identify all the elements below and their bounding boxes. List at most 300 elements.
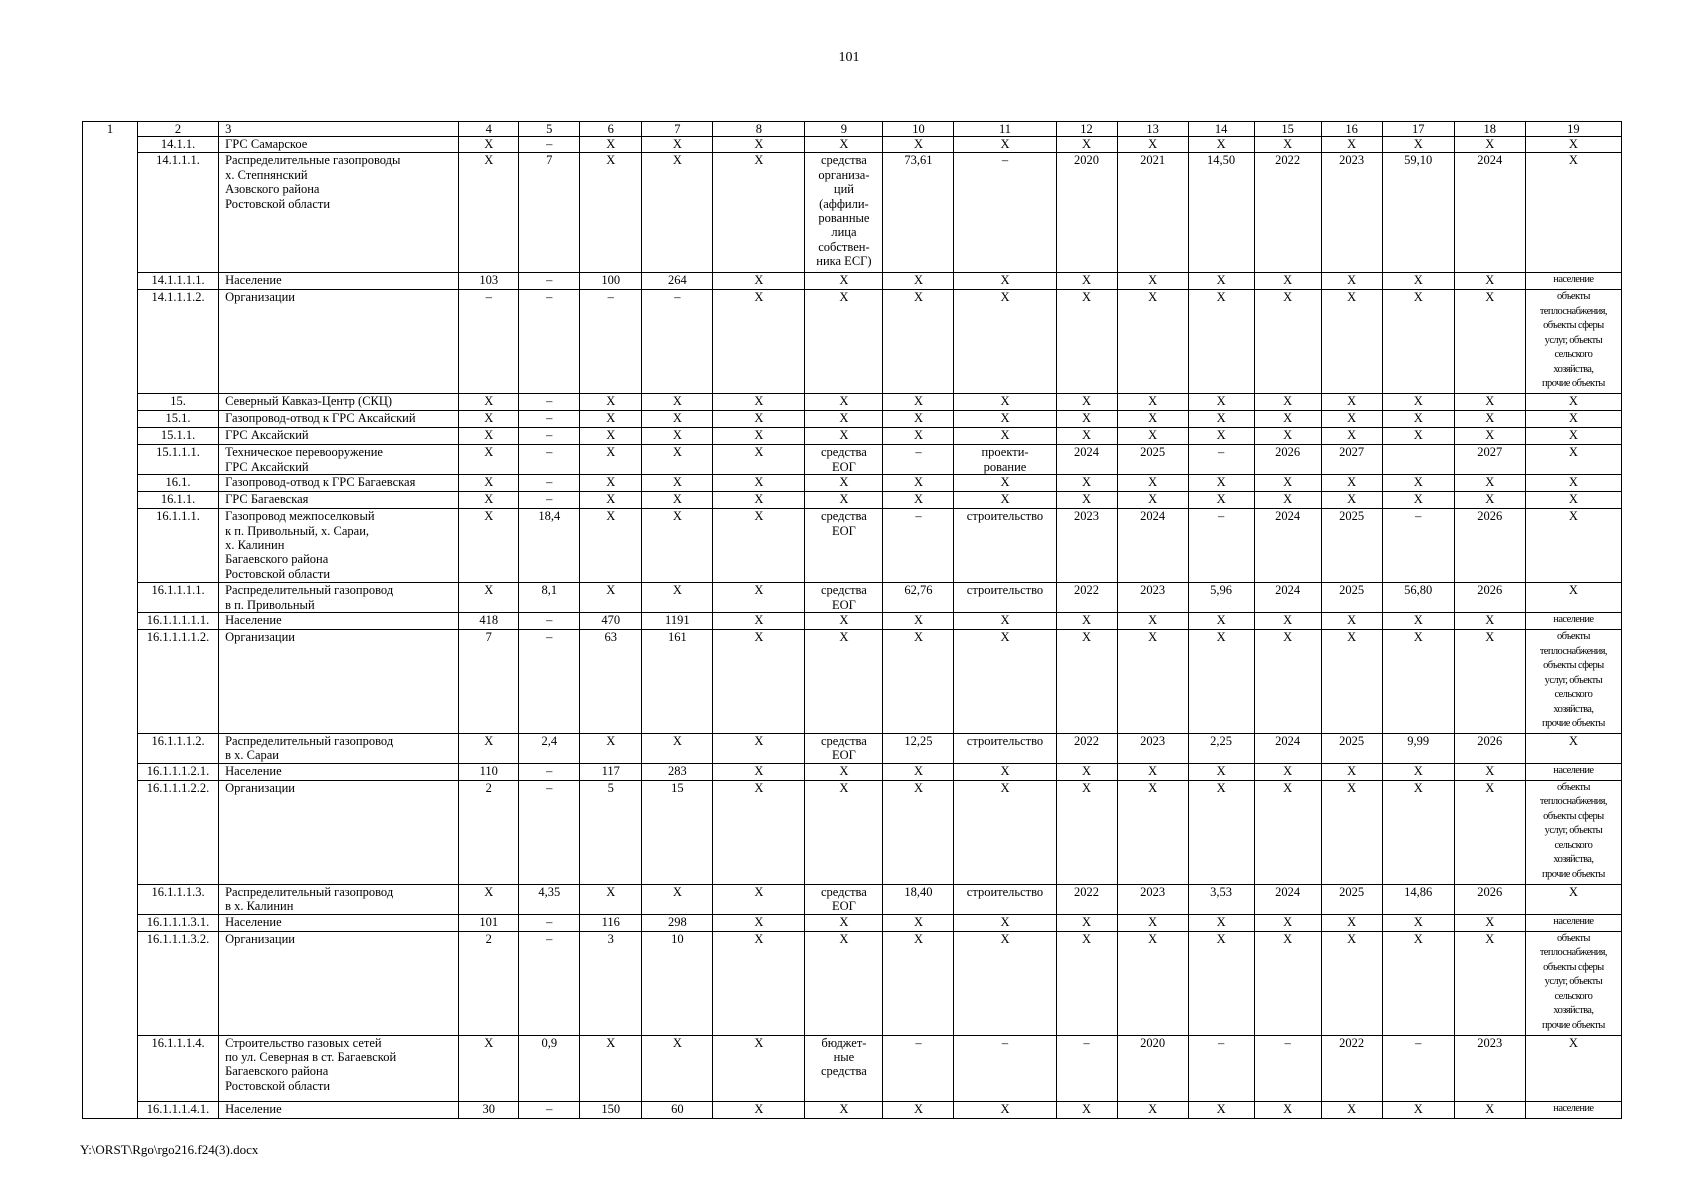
table-cell-col-19: объекты теплоснабжения, объекты сферы услуг, объекты сельского хозяйства, прочие объекты	[1525, 780, 1621, 884]
table-cell-col-15: Х	[1254, 492, 1321, 509]
table-cell-col-11: Х	[954, 763, 1056, 780]
table-cell-col-9: средства ЕОГ	[805, 445, 883, 475]
table-cell-col-3: ГРС Багаевская	[219, 492, 459, 509]
table-cell-col-12: Х	[1056, 428, 1117, 445]
table-cell-col-11: –	[954, 1035, 1056, 1101]
table-cell-col-2: 16.1.1.	[138, 492, 219, 509]
table-cell-col-17: Х	[1382, 763, 1454, 780]
table-cell-col-7: Х	[642, 734, 713, 764]
table-cell-col-6: Х	[580, 153, 642, 273]
table-cell-col-15: Х	[1254, 931, 1321, 1035]
table-cell-col-11: Х	[954, 613, 1056, 630]
table-cell-col-8: Х	[713, 884, 805, 914]
table-cell-col-19: население	[1525, 914, 1621, 931]
table-cell-col-2: 15.1.1.1.	[138, 445, 219, 475]
table-cell-col-11: Х	[954, 914, 1056, 931]
table-row	[83, 734, 1622, 764]
table-cell-col-1	[83, 428, 138, 445]
table-cell-col-17: Х	[1382, 613, 1454, 630]
table-cell-col-13: Х	[1117, 630, 1188, 734]
table-cell-col-6: Х	[580, 1035, 642, 1101]
table-cell-col-19: Х	[1525, 734, 1621, 764]
table-cell-col-5: –	[519, 613, 580, 630]
table-cell-col-3: Газопровод-отвод к ГРС Багаевская	[219, 475, 459, 492]
table-cell-col-3: Газопровод межпоселковый к п. Привольный, х. Сараи, х. Калинин Багаевского района Ростовской области	[219, 509, 459, 583]
table-cell-col-6: 116	[580, 914, 642, 931]
table-cell-col-13: Х	[1117, 411, 1188, 428]
table-cell-col-17: Х	[1382, 428, 1454, 445]
table-cell-col-6: 150	[580, 1101, 642, 1118]
table-cell-col-5: 4,35	[519, 884, 580, 914]
table-cell-col-5: –	[519, 411, 580, 428]
table-header-row	[83, 122, 1622, 137]
table-cell-col-10: Х	[883, 394, 954, 411]
table-cell-col-18: Х	[1454, 492, 1525, 509]
table-cell-col-6: 5	[580, 780, 642, 884]
table-cell-col-10: 18,40	[883, 884, 954, 914]
table-cell-col-4: 418	[459, 613, 519, 630]
table-cell-col-16: 2025	[1321, 509, 1382, 583]
table-cell-col-14: 3,53	[1188, 884, 1254, 914]
table-cell-col-12: 2020	[1056, 153, 1117, 273]
table-cell-col-4: 30	[459, 1101, 519, 1118]
table-row	[83, 763, 1622, 780]
table-cell-col-12: –	[1056, 1035, 1117, 1101]
table-cell-col-5: 0,9	[519, 1035, 580, 1101]
table-cell-col-10: Х	[883, 137, 954, 153]
table-cell-col-8: Х	[713, 475, 805, 492]
table-cell-col-7: 10	[642, 931, 713, 1035]
table-cell-col-11: строительство	[954, 734, 1056, 764]
table-cell-col-4: Х	[459, 492, 519, 509]
table-cell-col-5: –	[519, 763, 580, 780]
table-cell-col-17: Х	[1382, 273, 1454, 290]
table-cell-col-17: 14,86	[1382, 884, 1454, 914]
table-cell-col-18: Х	[1454, 780, 1525, 884]
table-cell-col-8: Х	[713, 1035, 805, 1101]
table-cell-col-13: 2021	[1117, 153, 1188, 273]
table-cell-col-14: Х	[1188, 428, 1254, 445]
table-cell-col-6: Х	[580, 428, 642, 445]
table-cell-col-15: 2024	[1254, 734, 1321, 764]
table-cell-col-18: Х	[1454, 411, 1525, 428]
table-cell-col-13: 2023	[1117, 884, 1188, 914]
table-cell-col-3: Население	[219, 273, 459, 290]
table-cell-col-6: Х	[580, 411, 642, 428]
table-cell-col-8: Х	[713, 763, 805, 780]
table-cell-col-7: 15	[642, 780, 713, 884]
table-cell-col-2: 16.1.	[138, 475, 219, 492]
table-cell-col-15: Х	[1254, 137, 1321, 153]
table-cell-col-11: Х	[954, 290, 1056, 394]
table-cell-col-1	[83, 780, 138, 884]
table-cell-col-7: Х	[642, 394, 713, 411]
table-cell-col-4: 103	[459, 273, 519, 290]
table-cell-col-5: –	[519, 445, 580, 475]
table-cell-col-19: Х	[1525, 492, 1621, 509]
table-cell-col-14: Х	[1188, 394, 1254, 411]
table-cell-col-19: Х	[1525, 137, 1621, 153]
table-cell-col-15: Х	[1254, 394, 1321, 411]
table-cell-col-6: 117	[580, 763, 642, 780]
table-cell-col-1	[83, 137, 138, 153]
table-cell-col-14: Х	[1188, 931, 1254, 1035]
table-cell-col-8: Х	[713, 445, 805, 475]
table-cell-col-3: Организации	[219, 630, 459, 734]
table-cell-col-3: Газопровод-отвод к ГРС Аксайский	[219, 411, 459, 428]
table-cell-col-16: Х	[1321, 780, 1382, 884]
table-cell-col-1	[83, 914, 138, 931]
table-cell-col-11: Х	[954, 394, 1056, 411]
table-cell-col-1	[83, 1035, 138, 1101]
table-cell-col-19: Х	[1525, 428, 1621, 445]
table-cell-col-2: 14.1.1.1.2.	[138, 290, 219, 394]
table-cell-col-3: Население	[219, 1101, 459, 1118]
table-cell-col-4: –	[459, 290, 519, 394]
table-cell-col-8: Х	[713, 411, 805, 428]
table-cell-col-15: Х	[1254, 475, 1321, 492]
column-header-7: 7	[642, 122, 713, 137]
table-cell-col-15: Х	[1254, 411, 1321, 428]
table-cell-col-1	[83, 630, 138, 734]
table-cell-col-10: 62,76	[883, 583, 954, 613]
table-cell-col-19: Х	[1525, 475, 1621, 492]
column-header-3: 3	[219, 122, 459, 137]
table-cell-col-9: Х	[805, 428, 883, 445]
table-cell-col-5: 7	[519, 153, 580, 273]
table-cell-col-19: население	[1525, 763, 1621, 780]
table-cell-col-15: Х	[1254, 914, 1321, 931]
table-cell-col-17: Х	[1382, 780, 1454, 884]
table-cell-col-8: Х	[713, 630, 805, 734]
table-cell-col-17: Х	[1382, 475, 1454, 492]
table-cell-col-2: 16.1.1.1.4.1.	[138, 1101, 219, 1118]
table-cell-col-13: Х	[1117, 613, 1188, 630]
table-row	[83, 428, 1622, 445]
table-cell-col-7: –	[642, 290, 713, 394]
table-cell-col-6: Х	[580, 394, 642, 411]
table-cell-col-13: Х	[1117, 931, 1188, 1035]
table-cell-col-7: Х	[642, 428, 713, 445]
table-cell-col-4: Х	[459, 137, 519, 153]
table-cell-col-10: –	[883, 1035, 954, 1101]
table-cell-col-13: Х	[1117, 273, 1188, 290]
table-cell-col-3: ГРС Самарское	[219, 137, 459, 153]
table-cell-col-13: 2020	[1117, 1035, 1188, 1101]
table-cell-col-19: Х	[1525, 509, 1621, 583]
table-cell-col-14: 5,96	[1188, 583, 1254, 613]
table-cell-col-14: –	[1188, 445, 1254, 475]
page-number: 101	[838, 50, 860, 65]
table-cell-col-3: Распределительный газопровод в х. Сараи	[219, 734, 459, 764]
table-cell-col-11: Х	[954, 780, 1056, 884]
table-cell-col-17: Х	[1382, 931, 1454, 1035]
table-cell-col-8: Х	[713, 1101, 805, 1118]
table-cell-col-7: Х	[642, 153, 713, 273]
table-cell-col-12: Х	[1056, 763, 1117, 780]
table-cell-col-1	[83, 763, 138, 780]
table-cell-col-1	[83, 583, 138, 613]
table-cell-col-7: 60	[642, 1101, 713, 1118]
table-cell-col-12: Х	[1056, 394, 1117, 411]
table-cell-col-4: 7	[459, 630, 519, 734]
table-cell-col-5: –	[519, 492, 580, 509]
table-cell-col-11: Х	[954, 411, 1056, 428]
table-cell-col-16: 2022	[1321, 1035, 1382, 1101]
table-cell-col-19: Х	[1525, 394, 1621, 411]
column-header-12: 12	[1056, 122, 1117, 137]
table-cell-col-13: Х	[1117, 492, 1188, 509]
column-header-18: 18	[1454, 122, 1525, 137]
table-cell-col-12: Х	[1056, 613, 1117, 630]
table-cell-col-17: Х	[1382, 137, 1454, 153]
table-cell-col-5: 8,1	[519, 583, 580, 613]
table-cell-col-10: –	[883, 509, 954, 583]
table-cell-col-8: Х	[713, 931, 805, 1035]
table-cell-col-11: Х	[954, 273, 1056, 290]
table-cell-col-14: Х	[1188, 137, 1254, 153]
table-cell-col-9: Х	[805, 475, 883, 492]
table-cell-col-17: 56,80	[1382, 583, 1454, 613]
column-header-19: 19	[1525, 122, 1621, 137]
table-cell-col-19: Х	[1525, 153, 1621, 273]
table-row	[83, 475, 1622, 492]
table-cell-col-9: Х	[805, 1101, 883, 1118]
table-cell-col-10: 12,25	[883, 734, 954, 764]
table-cell-col-15: –	[1254, 1035, 1321, 1101]
table-cell-col-15: Х	[1254, 273, 1321, 290]
column-header-11: 11	[954, 122, 1056, 137]
table-cell-col-13: 2025	[1117, 445, 1188, 475]
table-cell-col-3: Население	[219, 763, 459, 780]
table-row	[83, 931, 1622, 1035]
table-cell-col-9: Х	[805, 137, 883, 153]
table-cell-col-8: Х	[713, 914, 805, 931]
table-cell-col-3: Распределительный газопровод в п. Привольный	[219, 583, 459, 613]
table-cell-col-5: –	[519, 428, 580, 445]
table-cell-col-1	[83, 509, 138, 583]
table-cell-col-1	[83, 475, 138, 492]
table-cell-col-19: Х	[1525, 1035, 1621, 1101]
table-cell-col-14: Х	[1188, 630, 1254, 734]
table-cell-col-8: Х	[713, 613, 805, 630]
table-row	[83, 492, 1622, 509]
table-cell-col-8: Х	[713, 394, 805, 411]
table-cell-col-6: 470	[580, 613, 642, 630]
table-cell-col-4: Х	[459, 509, 519, 583]
table-cell-col-18: Х	[1454, 763, 1525, 780]
table-cell-col-9: Х	[805, 273, 883, 290]
table-cell-col-4: Х	[459, 411, 519, 428]
table-cell-col-7: 161	[642, 630, 713, 734]
table-cell-col-7: Х	[642, 509, 713, 583]
table-cell-col-5: –	[519, 290, 580, 394]
table-cell-col-7: 283	[642, 763, 713, 780]
table-cell-col-1	[83, 931, 138, 1035]
table-cell-col-4: Х	[459, 583, 519, 613]
table-cell-col-13: Х	[1117, 137, 1188, 153]
table-cell-col-1	[83, 153, 138, 273]
table-cell-col-5: –	[519, 630, 580, 734]
table-cell-col-16: 2025	[1321, 884, 1382, 914]
table-cell-col-16: Х	[1321, 630, 1382, 734]
table-cell-col-7: 298	[642, 914, 713, 931]
table-cell-col-12: Х	[1056, 475, 1117, 492]
table-cell-col-17: 9,99	[1382, 734, 1454, 764]
table-cell-col-5: –	[519, 780, 580, 884]
table-cell-col-11: строительство	[954, 884, 1056, 914]
table-cell-col-7: 1191	[642, 613, 713, 630]
table-cell-col-11: строительство	[954, 509, 1056, 583]
table-cell-col-17: Х	[1382, 394, 1454, 411]
table-cell-col-16: Х	[1321, 763, 1382, 780]
table-cell-col-8: Х	[713, 428, 805, 445]
table-cell-col-5: 18,4	[519, 509, 580, 583]
table-cell-col-1	[83, 734, 138, 764]
table-cell-col-15: 2024	[1254, 509, 1321, 583]
table-cell-col-13: Х	[1117, 290, 1188, 394]
table-cell-col-19: Х	[1525, 411, 1621, 428]
column-header-2: 2	[138, 122, 219, 137]
table-cell-col-11: Х	[954, 492, 1056, 509]
table-cell-col-18: Х	[1454, 290, 1525, 394]
table-cell-col-19: Х	[1525, 583, 1621, 613]
table-cell-col-15: Х	[1254, 1101, 1321, 1118]
table-cell-col-9: Х	[805, 411, 883, 428]
table-cell-col-6: Х	[580, 884, 642, 914]
table-cell-col-18: 2024	[1454, 153, 1525, 273]
table-cell-col-1	[83, 884, 138, 914]
table-cell-col-3: Строительство газовых сетей по ул. Северная в ст. Багаевской Багаевского района Ростовской области	[219, 1035, 459, 1101]
table-row	[83, 583, 1622, 613]
table-row	[83, 273, 1622, 290]
table-cell-col-2: 15.	[138, 394, 219, 411]
table-cell-col-4: Х	[459, 428, 519, 445]
table-cell-col-8: Х	[713, 273, 805, 290]
table-cell-col-8: Х	[713, 137, 805, 153]
table-cell-col-14: Х	[1188, 763, 1254, 780]
table-cell-col-5: –	[519, 137, 580, 153]
table-cell-col-12: 2022	[1056, 884, 1117, 914]
table-cell-col-4: 110	[459, 763, 519, 780]
column-header-13: 13	[1117, 122, 1188, 137]
table-cell-col-15: Х	[1254, 428, 1321, 445]
table-cell-col-15: Х	[1254, 780, 1321, 884]
table-cell-col-16: Х	[1321, 1101, 1382, 1118]
table-cell-col-11: Х	[954, 475, 1056, 492]
table-cell-col-18: 2026	[1454, 734, 1525, 764]
table-cell-col-13: Х	[1117, 1101, 1188, 1118]
table-cell-col-6: Х	[580, 445, 642, 475]
table-cell-col-15: Х	[1254, 290, 1321, 394]
table-cell-col-15: Х	[1254, 763, 1321, 780]
table-cell-col-17: Х	[1382, 630, 1454, 734]
table-cell-col-3: ГРС Аксайский	[219, 428, 459, 445]
table-cell-col-16: Х	[1321, 613, 1382, 630]
table-cell-col-16: 2025	[1321, 583, 1382, 613]
table-cell-col-14: Х	[1188, 475, 1254, 492]
table-cell-col-14: Х	[1188, 290, 1254, 394]
table-cell-col-4: Х	[459, 884, 519, 914]
table-cell-col-13: 2024	[1117, 509, 1188, 583]
table-cell-col-14: Х	[1188, 411, 1254, 428]
table-cell-col-19: Х	[1525, 445, 1621, 475]
table-cell-col-16: Х	[1321, 475, 1382, 492]
table-cell-col-4: 2	[459, 780, 519, 884]
table-cell-col-16: Х	[1321, 411, 1382, 428]
table-cell-col-8: Х	[713, 583, 805, 613]
table-cell-col-7: Х	[642, 1035, 713, 1101]
column-header-1: 1	[83, 122, 138, 137]
table-cell-col-6: Х	[580, 137, 642, 153]
table-cell-col-2: 16.1.1.1.2.1.	[138, 763, 219, 780]
column-header-8: 8	[713, 122, 805, 137]
table-cell-col-17: –	[1382, 1035, 1454, 1101]
table-cell-col-15: 2022	[1254, 153, 1321, 273]
table-cell-col-16: Х	[1321, 273, 1382, 290]
table-cell-col-16: 2025	[1321, 734, 1382, 764]
table-row	[83, 394, 1622, 411]
table-cell-col-9: Х	[805, 290, 883, 394]
table-cell-col-9: Х	[805, 780, 883, 884]
table-cell-col-6: Х	[580, 734, 642, 764]
table-cell-col-17: 59,10	[1382, 153, 1454, 273]
table-cell-col-10: –	[883, 445, 954, 475]
table-cell-col-4: Х	[459, 734, 519, 764]
table-cell-col-15: 2024	[1254, 884, 1321, 914]
table-cell-col-2: 15.1.1.	[138, 428, 219, 445]
table-cell-col-12: Х	[1056, 137, 1117, 153]
table-cell-col-12: 2023	[1056, 509, 1117, 583]
table-cell-col-12: Х	[1056, 290, 1117, 394]
table-cell-col-14: Х	[1188, 1101, 1254, 1118]
table-cell-col-10: Х	[883, 763, 954, 780]
table-cell-col-12: Х	[1056, 931, 1117, 1035]
table-cell-col-14: Х	[1188, 613, 1254, 630]
table-cell-col-7: 264	[642, 273, 713, 290]
table-cell-col-3: Организации	[219, 931, 459, 1035]
column-header-16: 16	[1321, 122, 1382, 137]
table-cell-col-2: 15.1.	[138, 411, 219, 428]
table-cell-col-7: Х	[642, 884, 713, 914]
table-cell-col-12: Х	[1056, 780, 1117, 884]
table-cell-col-8: Х	[713, 780, 805, 884]
column-header-14: 14	[1188, 122, 1254, 137]
table-cell-col-16: Х	[1321, 394, 1382, 411]
table-cell-col-15: Х	[1254, 613, 1321, 630]
table-cell-col-7: Х	[642, 411, 713, 428]
column-header-17: 17	[1382, 122, 1454, 137]
table-cell-col-12: 2024	[1056, 445, 1117, 475]
table-cell-col-2: 16.1.1.1.3.	[138, 884, 219, 914]
table-cell-col-2: 16.1.1.1.2.	[138, 734, 219, 764]
table-cell-col-18: 2026	[1454, 583, 1525, 613]
table-row	[83, 137, 1622, 153]
table-cell-col-17	[1382, 445, 1454, 475]
table-cell-col-9: бюджет- ные средства	[805, 1035, 883, 1101]
table-cell-col-11: Х	[954, 931, 1056, 1035]
table-row	[83, 780, 1622, 884]
table-row	[83, 1101, 1622, 1118]
table-cell-col-6: 100	[580, 273, 642, 290]
table-cell-col-14: –	[1188, 509, 1254, 583]
table-cell-col-4: 2	[459, 931, 519, 1035]
table-cell-col-16: Х	[1321, 137, 1382, 153]
table-cell-col-1	[83, 411, 138, 428]
table-row	[83, 613, 1622, 630]
table-cell-col-9: Х	[805, 613, 883, 630]
table-cell-col-9: Х	[805, 630, 883, 734]
